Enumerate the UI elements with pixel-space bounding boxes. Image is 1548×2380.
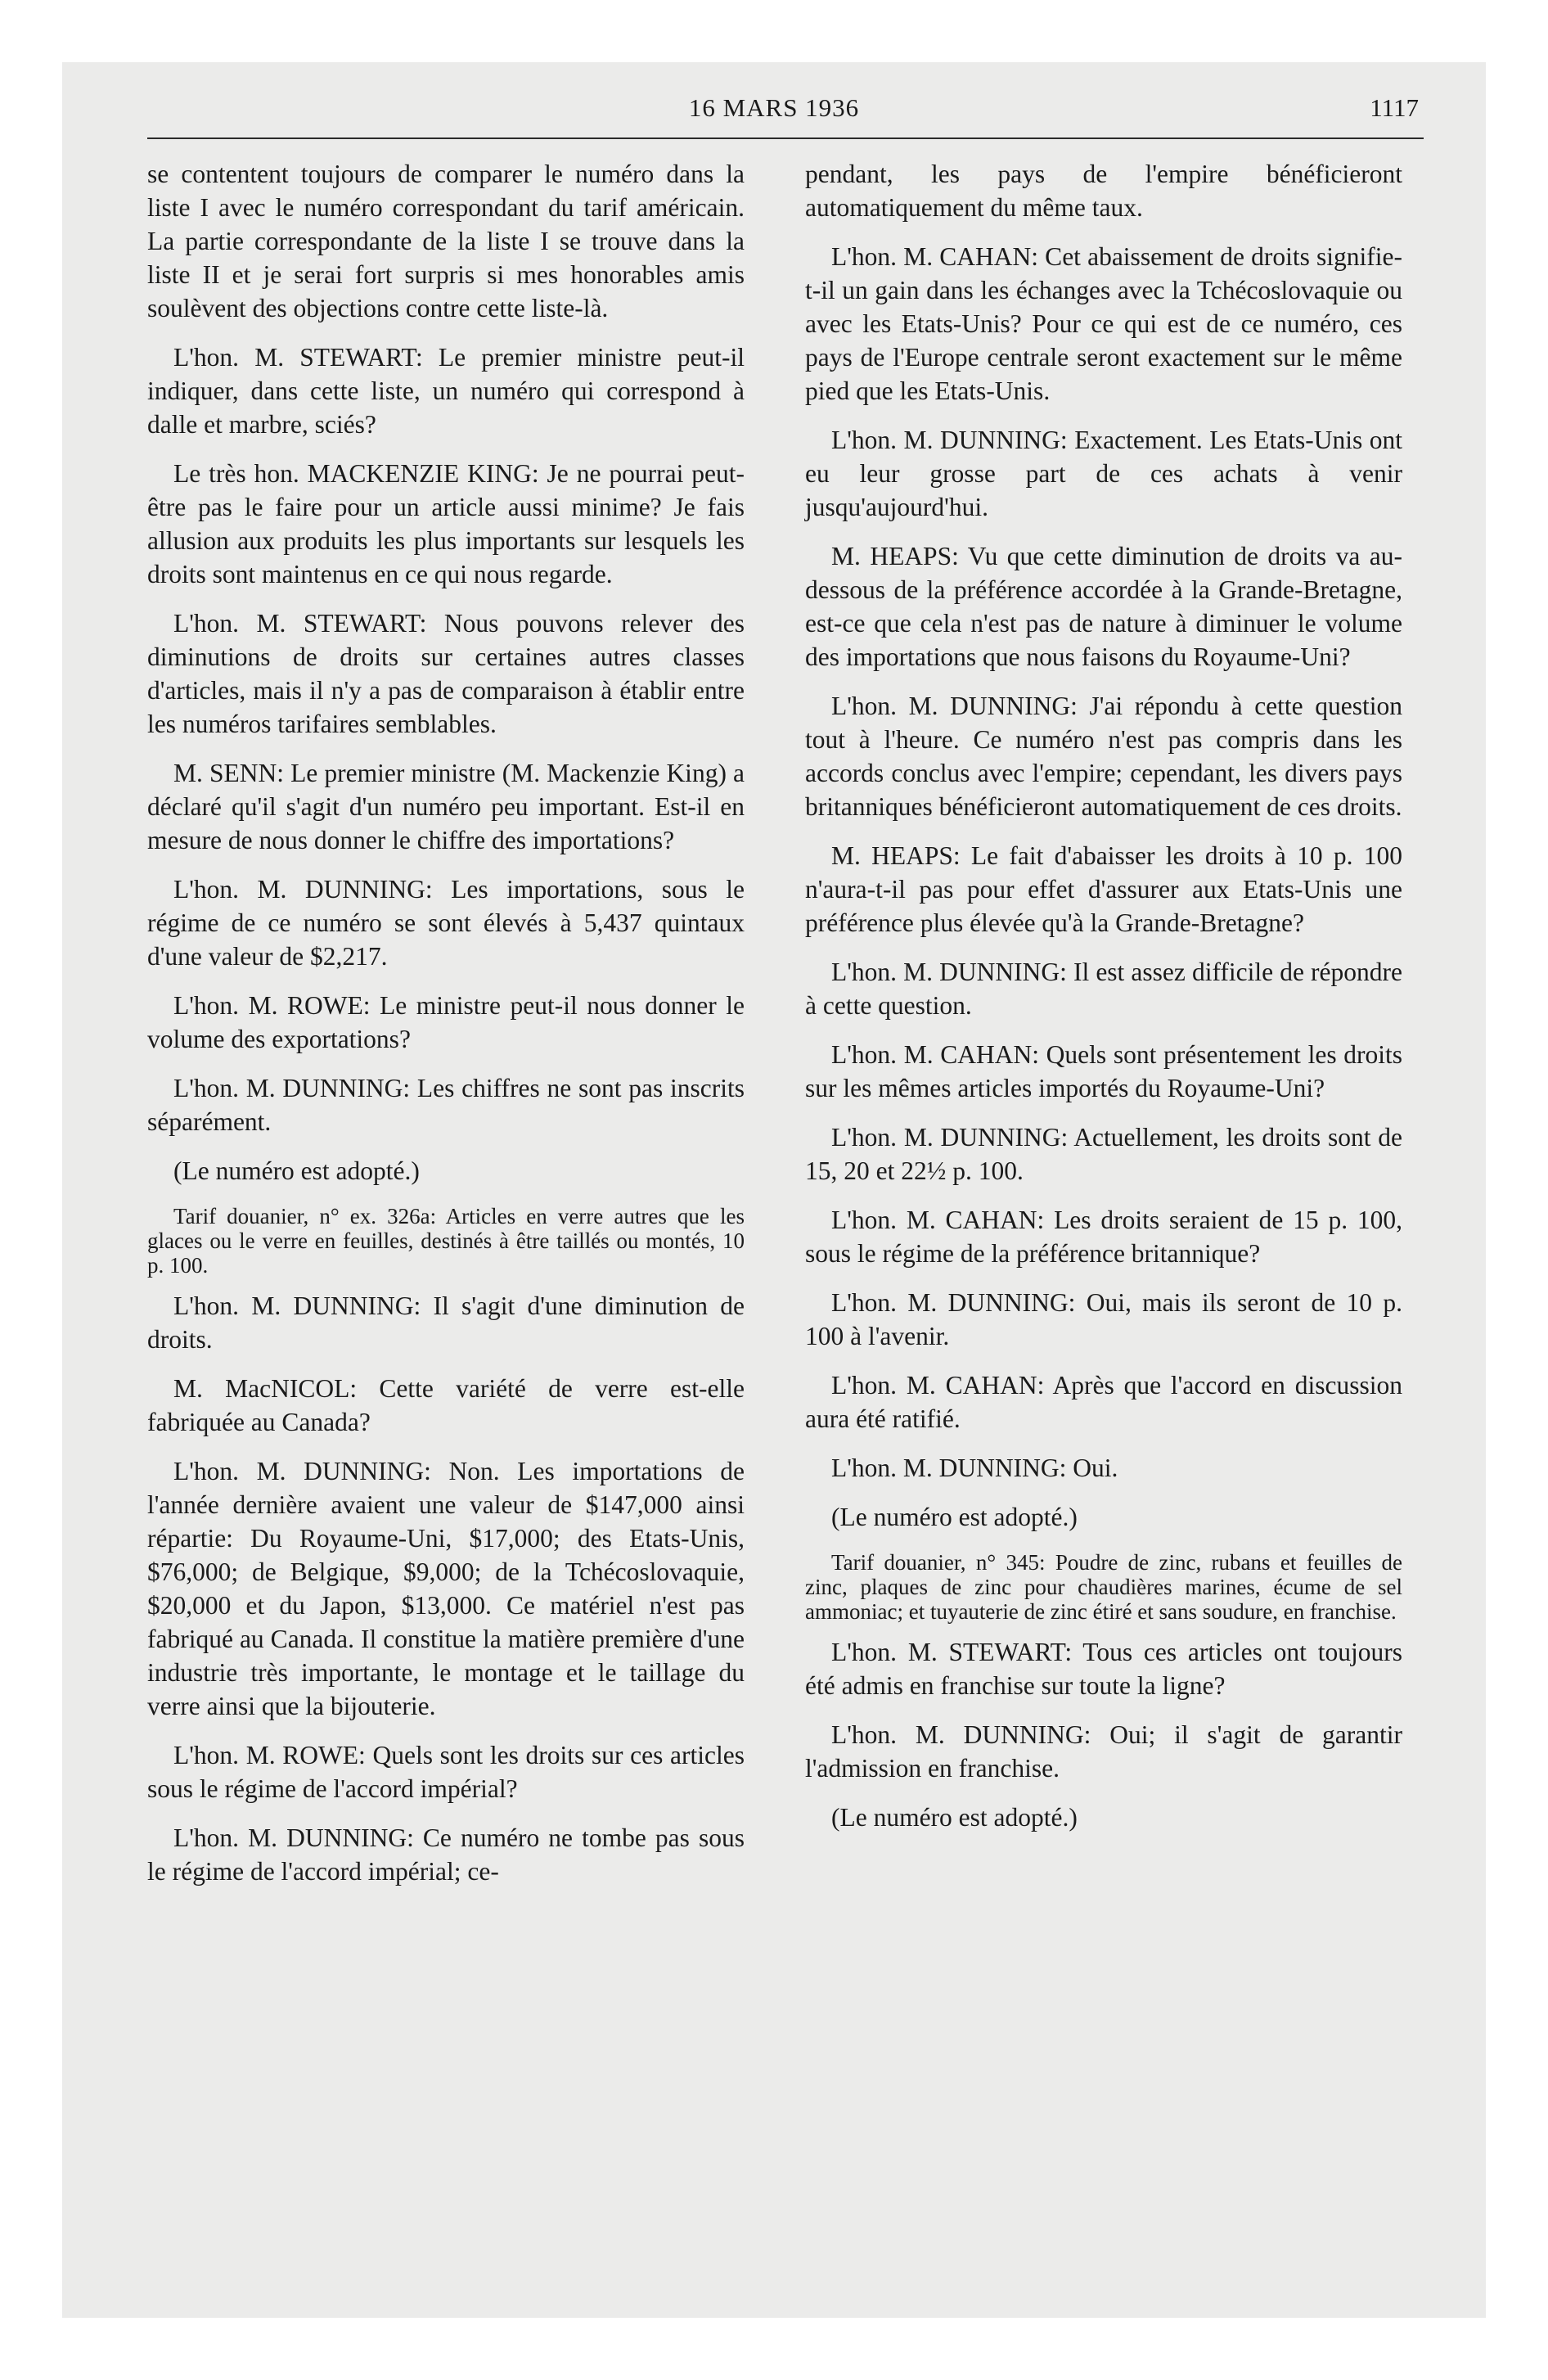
header-rule [147, 137, 1424, 139]
item-adopted-note: (Le numéro est adopté.) [831, 1803, 1078, 1832]
paragraph: L'hon. M. DUNNING: Les chiffres ne sont pas inscrits séparément. [147, 1074, 745, 1136]
paragraph: L'hon. M. DUNNING: Exactement. Les Etats-Unis ont eu leur grosse part de ces achats à venir jusqu'aujourd'hui. [805, 426, 1402, 521]
paragraph: L'hon. M. DUNNING: Il est assez difficile de répondre à cette question. [805, 958, 1402, 1020]
header-date: 16 MARS 1936 [688, 93, 860, 122]
paragraph: L'hon. M. DUNNING: Oui. [831, 1454, 1118, 1482]
item-adopted-note: (Le numéro est adopté.) [831, 1503, 1078, 1531]
paragraph: pendant, les pays de l'empire bénéficieront automatiquement du même taux. [805, 160, 1402, 222]
paragraph: M. MacNICOL: Cette variété de verre est-elle fabriquée au Canada? [147, 1374, 745, 1436]
paragraph: L'hon. M. DUNNING: Oui, mais ils seront de 10 p. 100 à l'avenir. [805, 1288, 1402, 1350]
paragraph: L'hon. M. CAHAN: Après que l'accord en discussion aura été ratifié. [805, 1371, 1402, 1433]
paragraph: Le très hon. MACKENZIE KING: Je ne pourrai peut-être pas le faire pour un article aussi minime? Je fais allusion aux produits les plus importants sur lesquels les droits sont maintenus en ce qui nous regarde. [147, 459, 745, 588]
paragraph: L'hon. M. ROWE: Quels sont les droits sur ces articles sous le régime de l'accord impérial? [147, 1741, 745, 1803]
tariff-item: Tarif douanier, n° ex. 326a: Articles en verre autres que les glaces ou le verre en feuilles, destinés à être taillés ou montés, 10 p. 100. [147, 1204, 745, 1278]
paragraph: L'hon. M. CAHAN: Quels sont présentement les droits sur les mêmes articles importés du Royaume-Uni? [805, 1040, 1402, 1102]
item-adopted-note: (Le numéro est adopté.) [173, 1156, 420, 1185]
paragraph: L'hon. M. DUNNING: Ce numéro ne tombe pas sous le régime de l'accord impérial; ce- [147, 1823, 745, 1886]
paragraph: L'hon. M. CAHAN: Cet abaissement de droits signifie-t-il un gain dans les échanges avec la Tchécoslovaquie ou avec les Etats-Unis? Pour ce qui est de ce numéro, ces pays de l'Europe centrale seront exactement sur le même pied que les Etats-Unis. [805, 242, 1402, 405]
paragraph: M. SENN: Le premier ministre (M. Mackenzie King) a déclaré qu'il s'agit d'un numéro peu important. Est-il en mesure de nous donner le chiffre des importations? [147, 759, 745, 854]
paragraph: L'hon. M. DUNNING: Oui; il s'agit de garantir l'admission en franchise. [805, 1720, 1402, 1783]
paragraph: L'hon. M. CAHAN: Les droits seraient de 15 p. 100, sous le régime de la préférence britannique? [805, 1206, 1402, 1268]
tariff-item: Tarif douanier, n° 345: Poudre de zinc, rubans et feuilles de zinc, plaques de zinc pour chaudières marines, écume de sel ammoniac; et tuyauterie de zinc étiré et sans soudure, en franchise. [805, 1550, 1402, 1624]
paragraph: L'hon. M. STEWART: Nous pouvons relever des diminutions de droits sur certaines autres classes d'articles, mais il n'y a pas de comparaison à établir entre les numéros tarifaires semblables. [147, 609, 745, 738]
paragraph: se contentent toujours de comparer le numéro dans la liste I avec le numéro correspondant du tarif américain. La partie correspondante de la liste I se trouve dans la liste II et je serai fort surpris si mes honorables amis soulèvent des objections contre cette liste-là. [147, 160, 745, 322]
document-page [62, 62, 1486, 2318]
paragraph: L'hon. M. STEWART: Le premier ministre peut-il indiquer, dans cette liste, un numéro qui correspond à dalle et marbre, sciés? [147, 343, 745, 439]
paragraph: L'hon. M. DUNNING: J'ai répondu à cette question tout à l'heure. Ce numéro n'est pas compris dans les accords conclus avec l'empire; cependant, les divers pays britanniques bénéficieront automatiquement de ces droits. [805, 692, 1402, 821]
paragraph: L'hon. M. DUNNING: Les importations, sous le régime de ce numéro se sont élevés à 5,437 quintaux d'une valeur de $2,217. [147, 875, 745, 971]
page-header [62, 87, 1486, 136]
paragraph: L'hon. M. ROWE: Le ministre peut-il nous donner le volume des exportations? [147, 991, 745, 1053]
paragraph: L'hon. M. STEWART: Tous ces articles ont toujours été admis en franchise sur toute la ligne? [805, 1638, 1402, 1700]
paragraph: L'hon. M. DUNNING: Actuellement, les droits sont de 15, 20 et 22½ p. 100. [805, 1123, 1402, 1185]
paragraph: L'hon. M. DUNNING: Il s'agit d'une diminution de droits. [147, 1291, 745, 1354]
page-number: 1117 [1370, 93, 1419, 122]
paragraph: M. HEAPS: Vu que cette diminution de droits va au-dessous de la préférence accordée à la Grande-Bretagne, est-ce que cela n'est pas de nature à diminuer le volume des importations que nous faisons du Royaume-Uni? [805, 542, 1402, 671]
right-column [805, 157, 1402, 1850]
paragraph: M. HEAPS: Le fait d'abaisser les droits à 10 p. 100 n'aura-t-il pas pour effet d'assurer aux Etats-Unis une préférence plus élevée qu'à la Grande-Bretagne? [805, 841, 1402, 937]
left-column [147, 157, 745, 1904]
paragraph: L'hon. M. DUNNING: Non. Les importations de l'année dernière avaient une valeur de $147,000 ainsi répartie: Du Royaume-Uni, $17,000; des Etats-Unis, $76,000; de Belgique, $9,000; de la Tchécoslovaquie, $20,000 et du Japon, $13,000. Ce matériel n'est pas fabriqué au Canada. Il constitue la matière première d'une industrie très importante, le montage et le taillage du verre ainsi que la bijouterie. [147, 1457, 745, 1720]
